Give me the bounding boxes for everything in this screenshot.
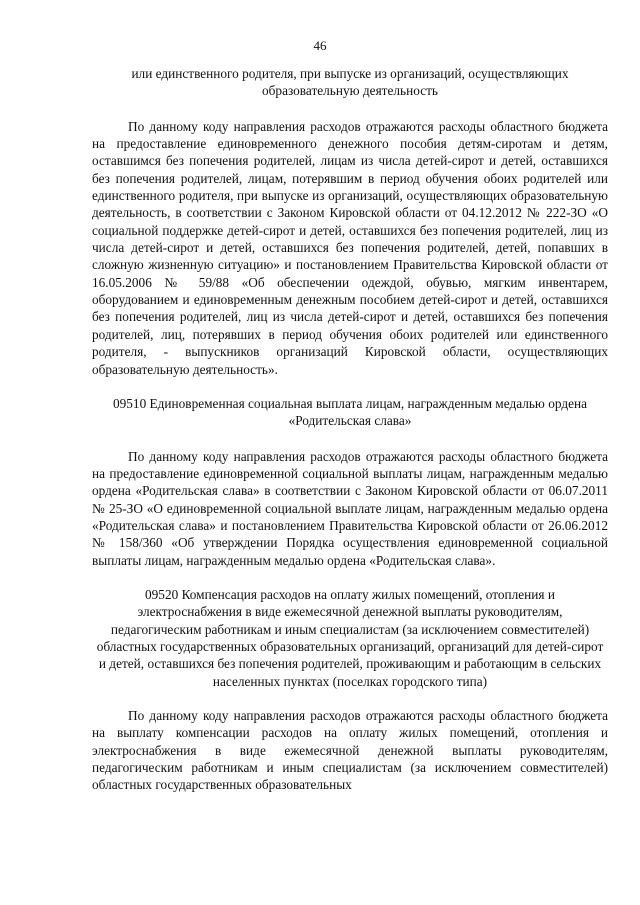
spacer <box>92 378 608 395</box>
code-09510-paragraph: По данному коду направления расходов отражаются расходы областного бюджета на предоставление единовременной социальной выплаты лицам, награжденным медалью ордена «Родительская слава» в соответствии с Законом Кировской области от 06.07.2011 № 25-ЗО «О единовременной социальной выплате лицам, награжденным медалью ордена «Родительская слава» и постановлением Правительства Кировской области от 26.06.2012 № 158/360 «Об утверждении Порядка осуществления единовременной социальной выплаты лицам, награжденным медалью ордена «Родительская слава». <box>92 448 608 568</box>
page-content <box>92 65 608 794</box>
code-09520-paragraph: По данному коду направления расходов отражаются расходы областного бюджета на выплату компенсации расходов на оплату жилых помещений, отопления и электроснабжения в виде ежемесячной денежной выплаты руководителям, педагогическим работникам и иным специалистам (за исключением совместителей) областных государственных образовательных <box>92 708 608 793</box>
code-09520-heading: 09520 Компенсация расходов на оплату жилых помещений, отопления и электроснабжения в виде ежемесячной денежной выплаты руководителям, педагогическим работникам и иным специалистам (за исключением совместителей) областных государственных образовательных организаций, организаций для детей-сирот и детей, оставшихся без попечения родителей, проживающим и работающим в сельских населенных пунктах (поселках городского типа) <box>96 586 604 689</box>
intro-paragraph: По данному коду направления расходов отражаются расходы областного бюджета на предоставление единовременного денежного пособия детям-сиротам и детям, оставшимся без попечения родителей, лицам из числа детей-сирот и детей, оставшихся без попечения родителей, лицам, потерявшим в период обучения обоих родителей или единственного родителя, при выпуске из организаций, осуществляющих образовательную деятельность, в соответствии с Законом Кировской области от 04.12.2012 № 222-ЗО «О социальной поддержке детей-сирот и детей, оставшихся без попечения родителей, лиц из числа детей-сирот и детей, оставшихся без попечения родителей, детей, попавших в сложную жизненную ситуацию» и постановлением Правительства Кировской области от 16.05.2006 № 59/88 «Об обеспечении одеждой, обувью, мягким инвентарем, оборудованием и единовременным денежным пособием детей-сирот и детей, оставшихся без попечения родителей, лиц из числа детей-сирот и детей, оставшихся без попечения родителей, лиц, потерявших в период обучения обоих родителей или единственного родителя, - выпускников организаций Кировской области, осуществляющих образовательную деятельность». <box>92 118 608 377</box>
spacer <box>92 100 608 118</box>
spacer <box>92 430 608 448</box>
code-09510-heading: 09510 Единовременная социальная выплата лицам, награжденным медалью ордена «Родительская слава» <box>112 395 588 429</box>
intro-heading: или единственного родителя, при выпуске из организаций, осуществляющих образовательную деятельность <box>131 66 569 99</box>
spacer <box>92 569 608 586</box>
page-number: 46 <box>313 38 327 53</box>
spacer <box>92 690 608 707</box>
